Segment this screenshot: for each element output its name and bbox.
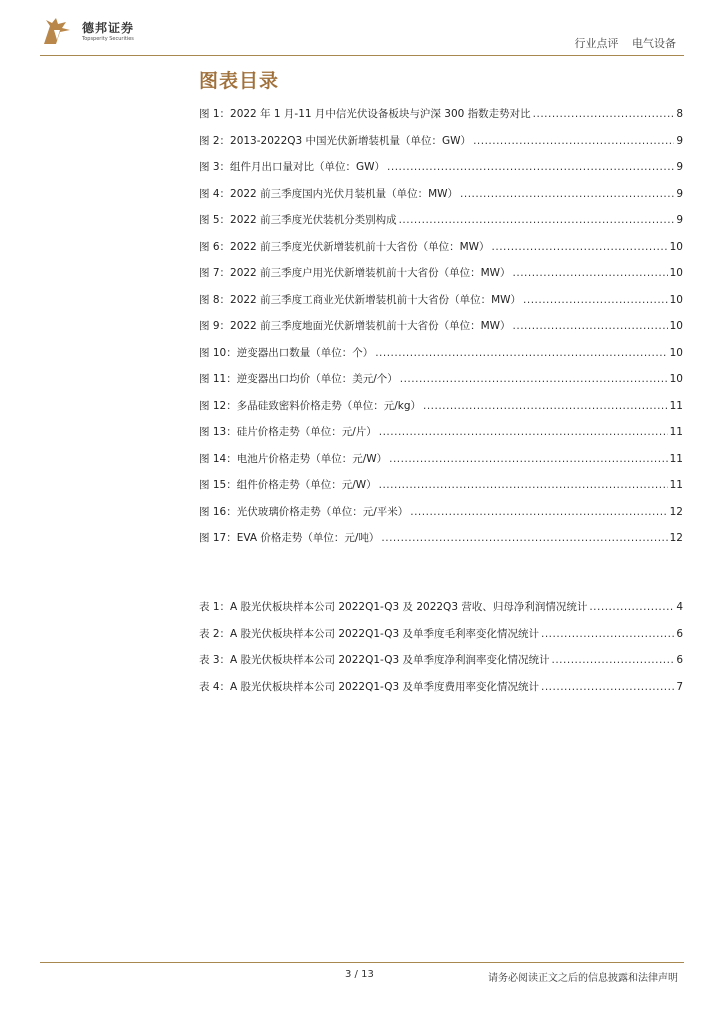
toc-entry-label: 表 2：A 股光伏板块样本公司 2022Q1-Q3 及单季度毛利率变化情况统计	[199, 627, 539, 640]
toc-entry-page: 9	[676, 187, 683, 200]
table-list	[199, 599, 683, 705]
dot-leader	[460, 188, 674, 200]
toc-entry[interactable]	[199, 652, 683, 679]
dot-leader	[523, 294, 668, 306]
toc-entry-label: 图 2：2013-2022Q3 中国光伏新增装机量（单位：GW）	[199, 134, 472, 147]
toc-entry[interactable]	[199, 398, 683, 425]
toc-entry-page: 10	[669, 293, 683, 306]
toc-entry-page: 10	[669, 320, 683, 332]
toc-entry-page: 10	[669, 346, 683, 359]
toc-entry-label: 图 5：2022 前三季度光伏装机分类别构成	[199, 214, 397, 226]
dot-leader	[541, 628, 674, 640]
toc-entry[interactable]	[199, 212, 683, 239]
toc-entry[interactable]	[199, 159, 683, 186]
page-number: 3 / 13	[345, 969, 374, 980]
toc-entry-page: 6	[676, 627, 683, 640]
logo-name: 德邦证券	[82, 21, 135, 35]
toc-entry-page: 6	[676, 654, 683, 666]
toc-entry[interactable]	[199, 626, 683, 653]
toc-entry[interactable]	[199, 599, 683, 626]
toc-entry[interactable]	[199, 451, 683, 478]
toc-entry-page: 12	[669, 532, 683, 544]
toc-entry[interactable]	[199, 345, 683, 372]
dot-leader	[381, 532, 667, 544]
toc-entry-label: 表 4：A 股光伏板块样本公司 2022Q1-Q3 及单季度费用率变化情况统计	[199, 680, 539, 693]
toc-entry-label: 图 8：2022 前三季度工商业光伏新增装机前十大省份（单位：MW）	[199, 293, 522, 306]
dot-leader	[379, 426, 668, 438]
deer-logo-icon	[40, 16, 76, 46]
toc-entry-page: 11	[669, 452, 683, 465]
toc-entry-label: 图 7：2022 前三季度户用光伏新增装机前十大省份（单位：MW）	[199, 267, 511, 279]
toc-entry[interactable]	[199, 265, 683, 292]
footer-divider	[40, 962, 684, 963]
toc-entry-label: 图 17：EVA 价格走势（单位：元/吨）	[199, 532, 380, 544]
dot-leader	[473, 135, 674, 147]
toc-entry[interactable]	[199, 371, 683, 398]
toc-entry-label: 图 3：组件月出口量对比（单位：GW）	[199, 161, 386, 173]
toc-entry-page: 11	[669, 399, 683, 412]
dot-leader	[513, 267, 668, 279]
dot-leader	[387, 161, 674, 173]
legal-disclaimer: 请务必阅读正文之后的信息披露和法律声明	[488, 973, 678, 984]
dot-leader	[410, 506, 667, 518]
dot-leader	[541, 681, 674, 693]
toc-entry-page: 8	[676, 108, 683, 120]
toc-entry[interactable]	[199, 133, 683, 160]
dot-leader	[533, 108, 675, 120]
toc-entry-label: 图 9：2022 前三季度地面光伏新增装机前十大省份（单位：MW）	[199, 320, 511, 332]
toc-entry-page: 11	[669, 479, 683, 491]
report-category: 行业点评	[574, 37, 619, 50]
toc-entry-page: 9	[676, 161, 683, 173]
dot-leader	[389, 453, 668, 465]
section-title: 图表目录	[199, 70, 280, 92]
figure-list	[199, 106, 683, 557]
toc-entry-page: 9	[676, 134, 683, 147]
toc-entry[interactable]	[199, 424, 683, 451]
dot-leader	[552, 654, 675, 666]
toc-entry-page: 12	[669, 505, 683, 518]
dot-leader	[513, 320, 668, 332]
toc-entry-label: 图 13：硅片价格走势（单位：元/片）	[199, 426, 377, 438]
header-divider	[40, 55, 684, 56]
dot-leader	[400, 373, 668, 385]
toc-entry[interactable]	[199, 504, 683, 531]
toc-entry-page: 10	[669, 267, 683, 279]
toc-entry[interactable]	[199, 679, 683, 706]
dot-leader	[399, 214, 675, 226]
toc-entry-label: 图 10：逆变器出口数量（单位：个）	[199, 346, 374, 359]
toc-entry-label: 图 16：光伏玻璃价格走势（单位：元/平米）	[199, 505, 409, 518]
toc-entry-page: 10	[669, 373, 683, 385]
toc-entry[interactable]	[199, 477, 683, 504]
toc-entry[interactable]	[199, 186, 683, 213]
toc-entry-label: 图 6：2022 前三季度光伏新增装机前十大省份（单位：MW）	[199, 240, 490, 253]
toc-entry[interactable]	[199, 106, 683, 133]
toc-entry-label: 图 11：逆变器出口均价（单位：美元/个）	[199, 373, 398, 385]
dot-leader	[589, 601, 674, 613]
toc-entry-page: 7	[676, 680, 683, 693]
company-logo	[40, 16, 150, 50]
logo-subtitle: Topsperity Securities	[82, 36, 134, 42]
dot-leader	[423, 400, 668, 412]
dot-leader	[375, 347, 667, 359]
toc-entry-label: 图 15：组件价格走势（单位：元/W）	[199, 479, 377, 491]
toc-entry-label: 表 3：A 股光伏板块样本公司 2022Q1-Q3 及单季度净利润率变化情况统计	[199, 654, 550, 666]
report-sector: 电气设备	[632, 37, 676, 50]
toc-entry-label: 图 14：电池片价格走势（单位：元/W）	[199, 452, 388, 465]
toc-entry[interactable]	[199, 318, 683, 345]
toc-entry-label: 图 12：多晶硅致密料价格走势（单位：元/kg）	[199, 399, 421, 412]
toc-entry-page: 10	[669, 240, 683, 253]
header-tags	[575, 35, 677, 51]
toc-entry[interactable]	[199, 292, 683, 319]
toc-entry[interactable]	[199, 239, 683, 266]
dot-leader	[379, 479, 668, 491]
toc-entry-label: 图 1：2022 年 1 月-11 月中信光伏设备板块与沪深 300 指数走势对比	[199, 108, 531, 120]
toc-entry-label: 表 1：A 股光伏板块样本公司 2022Q1-Q3 及 2022Q3 营收、归母净利润情况统计	[199, 601, 588, 613]
toc-entry-page: 11	[669, 426, 683, 438]
dot-leader	[492, 241, 668, 253]
toc-entry[interactable]	[199, 530, 683, 557]
toc-entry-label: 图 4：2022 前三季度国内光伏月装机量（单位：MW）	[199, 187, 459, 200]
toc-entry-page: 4	[676, 601, 683, 613]
toc-entry-page: 9	[676, 214, 683, 226]
